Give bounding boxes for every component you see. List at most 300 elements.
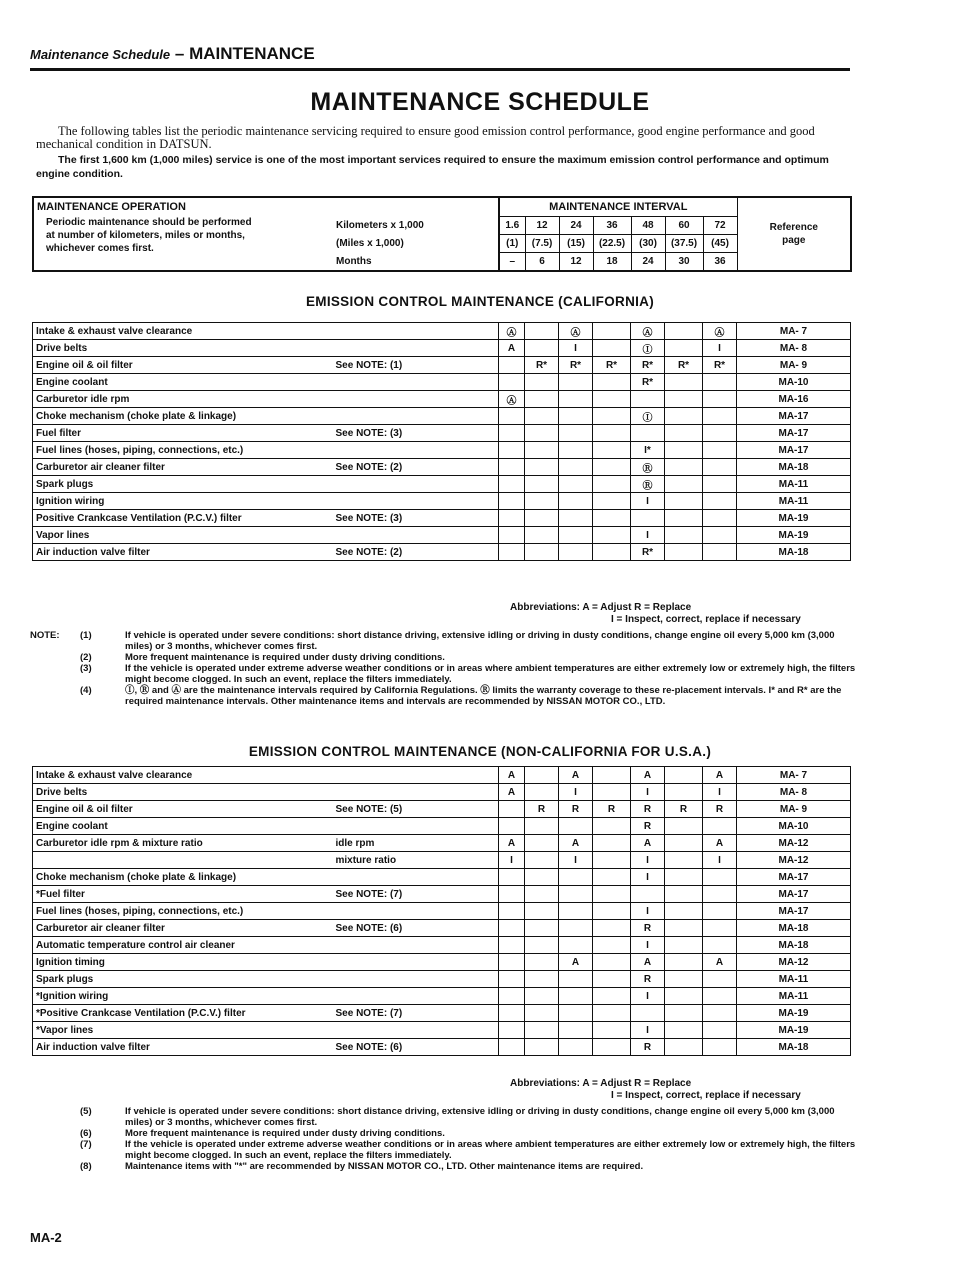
miles-cell: (37.5) — [665, 234, 703, 252]
note-key: (8) — [80, 1161, 92, 1172]
interval-cell — [665, 391, 703, 408]
interval-cell — [559, 1005, 593, 1022]
operation-cell: Choke mechanism (choke plate & linkage) — [33, 408, 333, 425]
reference-page-cell: MA-12 — [737, 852, 851, 869]
note-cell — [333, 784, 499, 801]
interval-cell — [525, 408, 559, 425]
table-row — [33, 527, 851, 544]
interval-cell — [593, 954, 631, 971]
interval-cell: R* — [593, 357, 631, 374]
table-row — [33, 835, 851, 852]
note-text: If the vehicle is operated under extreme adverse weather conditions or in areas where ambient temperatures are either extremely low or extremely high, the filters might become clogged. In such an event, replace the filters immediately. — [125, 663, 856, 685]
interval-cell — [665, 340, 703, 357]
note-cell: See NOTE: (1) — [333, 357, 499, 374]
note-cell: See NOTE: (2) — [333, 544, 499, 561]
interval-cell: A — [499, 767, 525, 784]
interval-cell — [499, 937, 525, 954]
table-row — [33, 391, 851, 408]
interval-cell: R — [559, 801, 593, 818]
interval-cell — [525, 767, 559, 784]
interval-cell: R* — [631, 357, 665, 374]
interval-cell — [593, 442, 631, 459]
km-cell: 36 — [593, 216, 631, 234]
operation-cell: Carburetor idle rpm — [33, 391, 333, 408]
interval-cell — [525, 391, 559, 408]
california-maintenance-table — [32, 322, 851, 561]
note-text: Ⓘ, Ⓡ and Ⓐ are the maintenance intervals required by California Regulations. Ⓡ limits the warranty coverage to these re-placement intervals. I* and R* are the required maintenance intervals. Other maintenance items and intervals are recommended by NISSAN MOTOR CO., LTD. — [125, 685, 842, 707]
interval-cell: Ⓐ — [499, 323, 525, 340]
table-row — [33, 510, 851, 527]
note-cell — [333, 493, 499, 510]
reference-page-cell: MA-18 — [737, 544, 851, 561]
interval-cell: R — [631, 801, 665, 818]
operation-cell: Choke mechanism (choke plate & linkage) — [33, 869, 333, 886]
note-item — [30, 630, 860, 652]
interval-cell — [665, 971, 703, 988]
note-item — [30, 1161, 860, 1172]
km-cell: 12 — [525, 216, 559, 234]
interval-cell — [499, 1005, 525, 1022]
table-row — [33, 903, 851, 920]
unit-km: Kilometers x 1,000 — [333, 216, 499, 234]
interval-header-table — [32, 196, 852, 272]
note-key: (2) — [80, 652, 92, 663]
table-row — [33, 442, 851, 459]
interval-cell — [703, 459, 737, 476]
operation-cell: Fuel lines (hoses, piping, connections, etc.) — [33, 442, 333, 459]
page-title: MAINTENANCE SCHEDULE — [310, 88, 650, 116]
operation-cell: Air induction valve filter — [33, 1039, 333, 1056]
operation-cell: Intake & exhaust valve clearance — [33, 767, 333, 784]
operation-cell: Spark plugs — [33, 971, 333, 988]
reference-page-cell: MA-18 — [737, 1039, 851, 1056]
note-text: Maintenance items with "*" are recommended by NISSAN MOTOR CO., LTD. Other maintenance items are required. — [125, 1161, 644, 1172]
miles-cell: (30) — [631, 234, 665, 252]
interval-cell — [559, 442, 593, 459]
interval-cell — [593, 835, 631, 852]
reference-page-cell: MA-18 — [737, 937, 851, 954]
notes-label-spacer — [30, 1161, 80, 1172]
interval-cell: A — [559, 954, 593, 971]
intro-text — [36, 125, 856, 181]
note-key: (5) — [80, 1106, 92, 1117]
note-text: If the vehicle is operated under extreme adverse weather conditions or in areas where ambient temperatures are either extremely low or extremely high, the filters might become clogged. In such an event, replace the filters immediately. — [125, 1139, 856, 1161]
interval-cell — [499, 357, 525, 374]
interval-cell — [559, 903, 593, 920]
interval-cell — [665, 527, 703, 544]
note-text: More frequent maintenance is required under dusty driving conditions. — [125, 652, 445, 663]
table-row — [33, 852, 851, 869]
interval-cell — [559, 1022, 593, 1039]
interval-cell — [499, 425, 525, 442]
table-row — [33, 476, 851, 493]
interval-cell — [559, 937, 593, 954]
interval-cell — [559, 886, 593, 903]
interval-cell: I* — [631, 442, 665, 459]
notes-label-spacer — [30, 685, 80, 707]
table-row — [33, 1005, 851, 1022]
interval-cell: R* — [703, 357, 737, 374]
interval-cell — [665, 1039, 703, 1056]
months-cell: 36 — [703, 252, 737, 271]
operation-cell: Carburetor air cleaner filter — [33, 459, 333, 476]
operation-cell: Engine oil & oil filter — [33, 357, 333, 374]
interval-cell — [593, 374, 631, 391]
reference-page-cell: MA-17 — [737, 425, 851, 442]
interval-cell — [593, 852, 631, 869]
intro-paragraph-2: The first 1,600 km (1,000 miles) service is one of the most important services required to ensure the maximum emission control performance and optimum engine condition. — [36, 154, 829, 180]
operation-cell: *Fuel filter — [33, 886, 333, 903]
interval-cell — [525, 340, 559, 357]
interval-cell — [559, 425, 593, 442]
interval-cell — [593, 988, 631, 1005]
operation-cell: Carburetor idle rpm & mixture ratio — [33, 835, 333, 852]
note-key: (1) — [80, 630, 92, 641]
note-text: If vehicle is operated under severe conditions: short distance driving, extensive idling or driving in dusty conditions, change engine oil every 5,000 km (3,000 miles) or 3 months, whichever comes first. — [125, 630, 835, 652]
reference-page-cell: MA-11 — [737, 988, 851, 1005]
interval-cell — [593, 818, 631, 835]
months-cell: 30 — [665, 252, 703, 271]
chapter-name: MAINTENANCE — [189, 44, 315, 63]
interval-cell — [593, 425, 631, 442]
interval-title: MAINTENANCE INTERVAL — [499, 197, 737, 216]
interval-cell — [703, 374, 737, 391]
interval-cell — [593, 527, 631, 544]
note-key: (6) — [80, 1128, 92, 1139]
note-cell — [333, 408, 499, 425]
note-cell — [333, 869, 499, 886]
note-cell: See NOTE: (5) — [333, 801, 499, 818]
interval-cell — [665, 835, 703, 852]
interval-cell — [703, 544, 737, 561]
miles-cell: (45) — [703, 234, 737, 252]
interval-cell — [525, 1039, 559, 1056]
notes-label-spacer — [30, 663, 80, 685]
note-item — [30, 1128, 860, 1139]
interval-cell: Ⓘ — [631, 340, 665, 357]
interval-cell: R — [593, 801, 631, 818]
table-row — [33, 340, 851, 357]
interval-cell — [559, 493, 593, 510]
km-cell: 1.6 — [499, 216, 525, 234]
interval-cell: I — [631, 903, 665, 920]
interval-cell — [593, 971, 631, 988]
interval-cell — [665, 459, 703, 476]
table-row — [33, 886, 851, 903]
interval-cell — [499, 971, 525, 988]
interval-cell: Ⓘ — [631, 408, 665, 425]
interval-cell: R — [631, 818, 665, 835]
operation-cell: Automatic temperature control air cleaner — [33, 937, 333, 954]
table-row — [33, 544, 851, 561]
interval-cell — [665, 784, 703, 801]
reference-page-cell: MA-19 — [737, 1005, 851, 1022]
interval-cell: I — [631, 852, 665, 869]
interval-cell — [499, 476, 525, 493]
intro-paragraph-1: The following tables list the periodic maintenance servicing required to ensure good emission control performance, good engine performance and good mechanical condition in DATSUN. — [36, 124, 815, 151]
interval-cell — [525, 1005, 559, 1022]
interval-cell — [665, 852, 703, 869]
interval-cell — [499, 903, 525, 920]
interval-cell: Ⓐ — [631, 323, 665, 340]
interval-cell: Ⓐ — [559, 323, 593, 340]
header-rule — [30, 68, 850, 71]
interval-cell — [665, 903, 703, 920]
interval-cell: I — [631, 1022, 665, 1039]
interval-cell: R* — [631, 374, 665, 391]
interval-cell — [665, 1022, 703, 1039]
interval-cell: I — [631, 988, 665, 1005]
reference-page-cell: MA-17 — [737, 408, 851, 425]
interval-cell: I — [559, 784, 593, 801]
table-row — [33, 1039, 851, 1056]
note-cell: See NOTE: (2) — [333, 459, 499, 476]
table-row — [33, 971, 851, 988]
interval-cell — [559, 988, 593, 1005]
note-item — [30, 652, 860, 663]
notes-label: NOTE: — [30, 630, 60, 641]
interval-cell: I — [631, 784, 665, 801]
interval-cell — [499, 1022, 525, 1039]
interval-cell — [593, 767, 631, 784]
interval-cell — [559, 391, 593, 408]
reference-page-cell: MA- 8 — [737, 340, 851, 357]
km-cell: 48 — [631, 216, 665, 234]
interval-cell — [499, 886, 525, 903]
interval-cell — [525, 459, 559, 476]
interval-cell — [593, 1022, 631, 1039]
table-row — [33, 459, 851, 476]
interval-cell — [593, 323, 631, 340]
interval-cell — [703, 886, 737, 903]
interval-cell: A — [499, 835, 525, 852]
interval-cell: Ⓐ — [703, 323, 737, 340]
interval-cell — [559, 374, 593, 391]
notes-label-spacer — [30, 1128, 80, 1139]
unit-miles: (Miles x 1,000) — [333, 234, 499, 252]
operation-cell: Carburetor air cleaner filter — [33, 920, 333, 937]
operation-cell: Engine coolant — [33, 374, 333, 391]
unit-months: Months — [333, 252, 499, 271]
operation-cell: Fuel filter — [33, 425, 333, 442]
interval-cell — [499, 544, 525, 561]
note-cell: See NOTE: (7) — [333, 886, 499, 903]
non-california-section-title: EMISSION CONTROL MAINTENANCE (NON-CALIFORNIA FOR U.S.A.) — [248, 744, 712, 759]
interval-cell — [525, 425, 559, 442]
table-row — [33, 408, 851, 425]
interval-cell: A — [559, 835, 593, 852]
reference-page-cell: MA-12 — [737, 954, 851, 971]
reference-page-cell: MA- 7 — [737, 767, 851, 784]
reference-page-cell: MA-10 — [737, 374, 851, 391]
reference-page-cell: MA-19 — [737, 527, 851, 544]
interval-cell: Ⓡ — [631, 459, 665, 476]
interval-cell — [703, 391, 737, 408]
note-cell — [333, 391, 499, 408]
operation-cell: Drive belts — [33, 340, 333, 357]
table-row — [33, 869, 851, 886]
interval-cell: A — [631, 835, 665, 852]
operation-cell: Ignition wiring — [33, 493, 333, 510]
note-cell — [333, 937, 499, 954]
months-cell: 18 — [593, 252, 631, 271]
table-row — [33, 920, 851, 937]
interval-cell — [703, 1039, 737, 1056]
miles-cell: (7.5) — [525, 234, 559, 252]
interval-cell — [525, 527, 559, 544]
operation-cell: Engine oil & oil filter — [33, 801, 333, 818]
reference-page-cell: MA-11 — [737, 476, 851, 493]
interval-cell — [525, 374, 559, 391]
interval-cell: R* — [631, 544, 665, 561]
reference-page-header: Reference page — [737, 197, 851, 271]
table-row — [33, 767, 851, 784]
interval-cell — [559, 869, 593, 886]
interval-cell: R — [665, 801, 703, 818]
note-cell: See NOTE: (6) — [333, 1039, 499, 1056]
km-cell: 60 — [665, 216, 703, 234]
california-abbreviations: Abbreviations: A = Adjust R = Replace I = Inspect, correct, replace if necessary — [510, 602, 801, 625]
interval-cell — [703, 442, 737, 459]
table-row — [33, 801, 851, 818]
months-cell: – — [499, 252, 525, 271]
notes-label-spacer — [30, 1106, 80, 1128]
non-california-abbreviations: Abbreviations: A = Adjust R = Replace I = Inspect, correct, replace if necessary — [510, 1078, 801, 1101]
interval-cell — [499, 493, 525, 510]
interval-cell — [499, 408, 525, 425]
interval-cell: A — [559, 767, 593, 784]
interval-cell — [703, 869, 737, 886]
interval-cell — [499, 374, 525, 391]
note-cell — [333, 818, 499, 835]
operation-cell: *Positive Crankcase Ventilation (P.C.V.) filter — [33, 1005, 333, 1022]
interval-cell — [525, 476, 559, 493]
header-dash: – — [170, 44, 190, 63]
interval-cell — [665, 937, 703, 954]
operation-cell: Drive belts — [33, 784, 333, 801]
interval-cell — [499, 818, 525, 835]
interval-cell — [593, 493, 631, 510]
interval-cell — [665, 408, 703, 425]
table-row — [33, 954, 851, 971]
interval-cell — [703, 903, 737, 920]
note-cell — [333, 767, 499, 784]
interval-cell — [703, 971, 737, 988]
reference-page-cell: MA-18 — [737, 459, 851, 476]
interval-cell — [499, 527, 525, 544]
reference-page-cell: MA-16 — [737, 391, 851, 408]
operation-title: MAINTENANCE OPERATION — [33, 197, 499, 216]
interval-cell: A — [631, 767, 665, 784]
interval-cell — [665, 544, 703, 561]
note-item — [30, 1106, 860, 1128]
interval-cell: R* — [559, 357, 593, 374]
reference-page-cell: MA-19 — [737, 1022, 851, 1039]
reference-page-cell: MA-18 — [737, 920, 851, 937]
california-notes — [30, 630, 860, 707]
interval-cell — [665, 493, 703, 510]
interval-cell — [703, 1005, 737, 1022]
interval-cell — [525, 903, 559, 920]
interval-cell: I — [559, 852, 593, 869]
interval-cell — [593, 510, 631, 527]
reference-page-cell: MA-17 — [737, 903, 851, 920]
interval-cell: R — [525, 801, 559, 818]
interval-cell — [703, 408, 737, 425]
interval-cell — [593, 937, 631, 954]
notes-label-spacer — [30, 1139, 80, 1161]
note-item — [30, 663, 860, 685]
interval-cell — [665, 920, 703, 937]
interval-cell: I — [631, 937, 665, 954]
interval-cell — [593, 408, 631, 425]
interval-cell — [559, 818, 593, 835]
table-row — [33, 1022, 851, 1039]
interval-cell — [665, 869, 703, 886]
interval-cell: R — [703, 801, 737, 818]
interval-cell: Ⓡ — [631, 476, 665, 493]
miles-cell: (15) — [559, 234, 593, 252]
interval-cell — [525, 954, 559, 971]
interval-cell — [703, 937, 737, 954]
interval-cell — [593, 340, 631, 357]
california-section-title: EMISSION CONTROL MAINTENANCE (CALIFORNIA) — [305, 294, 655, 309]
interval-cell — [703, 425, 737, 442]
interval-cell: A — [703, 954, 737, 971]
interval-cell — [703, 493, 737, 510]
reference-page-cell: MA-17 — [737, 886, 851, 903]
interval-cell — [703, 920, 737, 937]
note-text: More frequent maintenance is required under dusty driving conditions. — [125, 1128, 445, 1139]
non-california-maintenance-table — [32, 766, 851, 1056]
note-key: (4) — [80, 685, 92, 696]
interval-cell — [703, 527, 737, 544]
interval-cell — [499, 1039, 525, 1056]
reference-page-cell: MA-17 — [737, 442, 851, 459]
note-cell — [333, 954, 499, 971]
note-cell — [333, 323, 499, 340]
km-cell: 24 — [559, 216, 593, 234]
operation-cell: Fuel lines (hoses, piping, connections, etc.) — [33, 903, 333, 920]
interval-cell — [525, 493, 559, 510]
interval-cell — [631, 1005, 665, 1022]
notes-label-spacer — [30, 652, 80, 663]
note-cell — [333, 442, 499, 459]
table-row — [33, 784, 851, 801]
note-cell: See NOTE: (7) — [333, 1005, 499, 1022]
interval-cell — [559, 920, 593, 937]
note-item — [30, 1139, 860, 1161]
interval-cell — [499, 920, 525, 937]
interval-cell — [631, 425, 665, 442]
operation-description: Periodic maintenance should be performed at number of kilometers, miles or months, whichever comes first. — [46, 217, 252, 254]
interval-cell — [665, 476, 703, 493]
page-header — [30, 44, 315, 64]
table-row — [33, 937, 851, 954]
interval-cell: I — [631, 869, 665, 886]
reference-page-cell: MA-17 — [737, 869, 851, 886]
interval-cell — [703, 476, 737, 493]
reference-page-cell: MA- 9 — [737, 357, 851, 374]
miles-cell: (1) — [499, 234, 525, 252]
reference-page-cell: MA- 8 — [737, 784, 851, 801]
table-row — [33, 374, 851, 391]
interval-cell — [665, 442, 703, 459]
operation-cell: Ignition timing — [33, 954, 333, 971]
note-cell — [333, 903, 499, 920]
interval-cell — [559, 971, 593, 988]
interval-cell — [499, 510, 525, 527]
